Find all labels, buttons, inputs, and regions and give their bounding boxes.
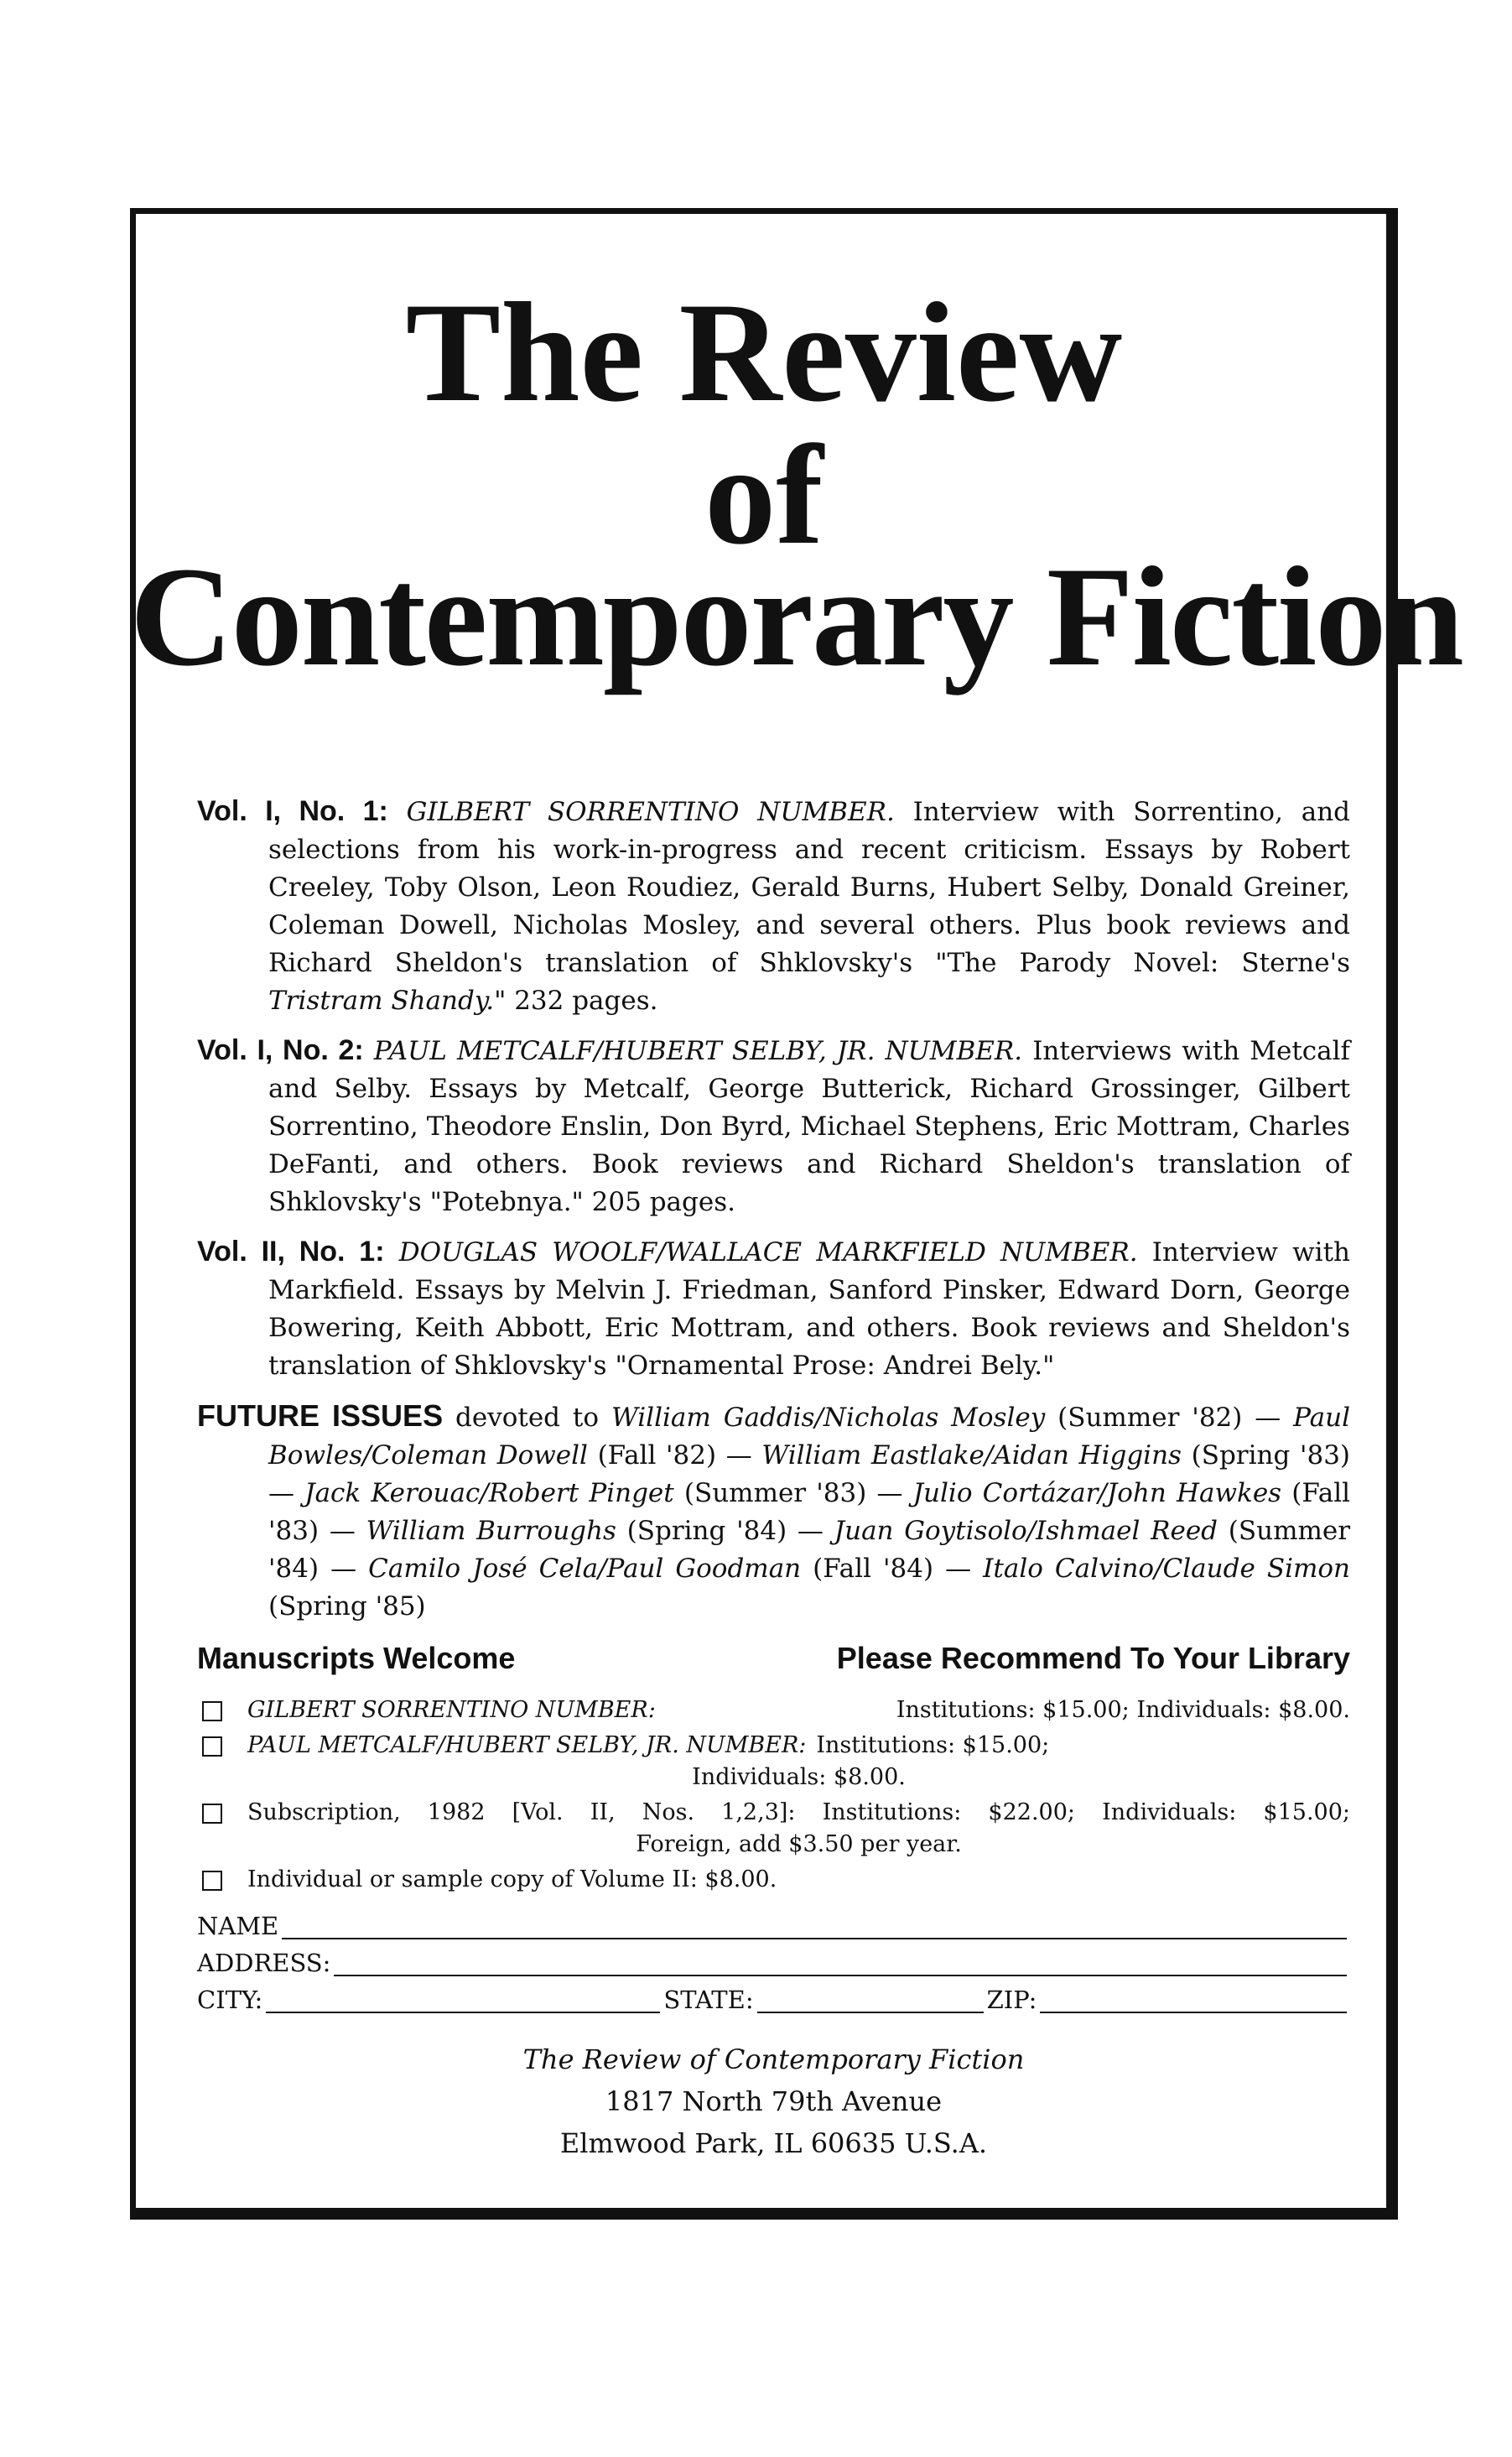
future-issue-names: Julio Cortázar/John Hawkes — [912, 1478, 1282, 1508]
future-issue-separator: — — [876, 1478, 903, 1508]
name-field-row — [197, 1908, 1350, 1944]
future-issue-separator: — — [268, 1478, 294, 1508]
order-checkbox[interactable] — [202, 1701, 222, 1721]
address-fields — [197, 1908, 1350, 2018]
future-issue-names: William Eastlake/Aidan Higgins — [761, 1440, 1182, 1471]
issue-label: Vol. I, No. 1: — [197, 795, 388, 827]
name-field[interactable] — [282, 1913, 1347, 1939]
future-issue-date: (Spring '85) — [268, 1591, 426, 1622]
order-checkbox[interactable] — [202, 1736, 222, 1757]
future-issue-separator: — — [329, 1516, 356, 1546]
address-field-row — [197, 1944, 1350, 1981]
issue-label: Vol. I, No. 2: — [197, 1034, 364, 1066]
future-issue-date: (Summer '84) — [268, 1516, 1351, 1584]
issue-label: Vol. II, No. 1: — [197, 1236, 385, 1268]
future-issue-date: (Spring '83) — [1191, 1440, 1351, 1471]
masthead-line-1: The Review — [405, 273, 1123, 431]
future-issue-date: (Fall '84) — [813, 1554, 934, 1584]
order-option-price: Subscription, 1982 [Vol. II, Nos. 1,2,3]: Institutions: $22.00; Individuals: $15.00; — [247, 1799, 1350, 1825]
issue-title: PAUL METCALF/HUBERT SELBY, JR. NUMBER. — [373, 1036, 1023, 1066]
issue-description-tail: " 232 pages. — [494, 986, 658, 1016]
publisher-city: Elmwood Park, IL 60635 U.S.A. — [559, 2127, 988, 2159]
recommend-library: Please Recommend To Your Library — [836, 1641, 1350, 1675]
order-option-price: Institutions: $15.00; — [816, 1732, 1050, 1758]
order-option-price: Institutions: $15.00; Individuals: $8.00. — [896, 1697, 1350, 1723]
future-issue-names: Juan Goytisolo/Ishmael Reed — [834, 1516, 1218, 1546]
name-label: NAME — [197, 1912, 279, 1940]
publisher-street: 1817 North 79th Avenue — [605, 2085, 943, 2117]
issue-entry-2 — [197, 1032, 1350, 1221]
future-issues-list — [268, 1403, 1350, 1622]
order-checkbox[interactable] — [202, 1804, 222, 1824]
order-option-3 — [197, 1797, 1350, 1861]
order-option-price-line-2: Individuals: $8.00. — [692, 1764, 906, 1790]
issue-title: DOUGLAS WOOLF/WALLACE MARKFIELD NUMBER. — [398, 1237, 1138, 1268]
issue-description: Interview with Sorrentino, and selections from his work-in-progress and recent criticism. Essays by Robert Creeley, Toby Olson, Leon Roudiez, Gerald Burns, Hubert Selby, Donald Greiner, Coleman Dowell, Nicholas Mosley, and several others. Plus book reviews and Richard Sheldon's translation of Shklovsky's "The Parody Novel: Sterne's — [268, 797, 1351, 978]
order-option-2 — [197, 1730, 1350, 1793]
future-issues-intro: devoted to — [455, 1403, 600, 1433]
order-option-1 — [197, 1694, 1350, 1726]
future-issue-date: (Fall '82) — [597, 1440, 717, 1471]
city-label: CITY: — [197, 1986, 263, 2014]
order-option-price: Individual or sample copy of Volume II: $8.00. — [247, 1866, 777, 1892]
issue-entry-3 — [197, 1233, 1350, 1385]
future-issue-date: (Summer '83) — [683, 1478, 867, 1508]
order-option-4 — [197, 1864, 1350, 1896]
state-label: STATE: — [663, 1986, 754, 2014]
future-issue-date: (Spring '84) — [626, 1516, 787, 1546]
future-issue-names: Camilo José Cela/Paul Goodman — [368, 1554, 802, 1584]
masthead-line-2: of — [704, 416, 824, 574]
future-issue-names: Jack Kerouac/Robert Pinget — [304, 1478, 674, 1508]
publisher-address — [197, 2038, 1350, 2164]
issue-italic-title: Tristram Shandy. — [268, 986, 495, 1016]
address-field[interactable] — [334, 1949, 1347, 1976]
order-form — [197, 1694, 1350, 2018]
issue-title: GILBERT SORRENTINO NUMBER. — [406, 797, 895, 827]
publisher-name: The Review of Contemporary Fiction — [522, 2043, 1025, 2075]
zip-label: ZIP: — [986, 1986, 1037, 2014]
future-issue-names: Italo Calvino/Claude Simon — [983, 1554, 1351, 1584]
issue-description: Interview with Markfield. Essays by Melvin J. Friedman, Sanford Pinsker, Edward Dorn, George Bowering, Keith Abbott, Eric Mottram, and others. Book reviews and Sheldon's translation of Shklovsky's "Ornamental Prose: Andrei Bely." — [268, 1237, 1351, 1381]
future-issue-separator: — — [945, 1554, 972, 1584]
masthead-line-3: Contemporary Fiction — [130, 538, 1463, 695]
city-field[interactable] — [266, 1986, 660, 2013]
future-issue-separator: — — [725, 1440, 752, 1471]
ad-body — [197, 793, 1350, 2164]
future-issue-separator: — — [797, 1516, 824, 1546]
order-checkbox[interactable] — [202, 1871, 222, 1891]
order-option-title: GILBERT SORRENTINO NUMBER: — [247, 1697, 656, 1723]
future-issue-names: Paul Bowles/Coleman Dowell — [268, 1403, 1350, 1471]
city-state-zip-row — [197, 1981, 1350, 2018]
order-option-title: PAUL METCALF/HUBERT SELBY, JR. NUMBER: — [247, 1732, 807, 1758]
future-issue-names: William Burroughs — [366, 1516, 616, 1546]
future-issue-separator: — — [1255, 1403, 1281, 1433]
future-issues-label: FUTURE ISSUES — [197, 1398, 444, 1433]
order-option-price-line-2: Foreign, add $3.50 per year. — [636, 1831, 962, 1857]
state-field[interactable] — [757, 1986, 984, 2013]
zip-field[interactable] — [1040, 1986, 1347, 2013]
manuscripts-welcome: Manuscripts Welcome — [197, 1641, 516, 1675]
notices-row — [197, 1637, 1350, 1679]
issue-description: Interviews with Metcalf and Selby. Essays by Metcalf, George Butterick, Richard Grossinger, Gilbert Sorrentino, Theodore Enslin, Don Byrd, Michael Stephens, Eric Mottram, Charles DeFanti, and others. Book reviews and Richard Sheldon's translation of Shklovsky's "Potebnya." 205 pages. — [268, 1036, 1351, 1217]
address-label: ADDRESS: — [197, 1949, 331, 1977]
issue-entry-1 — [197, 793, 1350, 1020]
future-issue-separator: — — [330, 1554, 357, 1584]
future-issue-date: (Fall '83) — [268, 1478, 1351, 1546]
future-issues — [197, 1397, 1350, 1626]
future-issue-date: (Summer '82) — [1057, 1403, 1243, 1433]
future-issue-names: William Gaddis/Nicholas Mosley — [611, 1403, 1046, 1433]
